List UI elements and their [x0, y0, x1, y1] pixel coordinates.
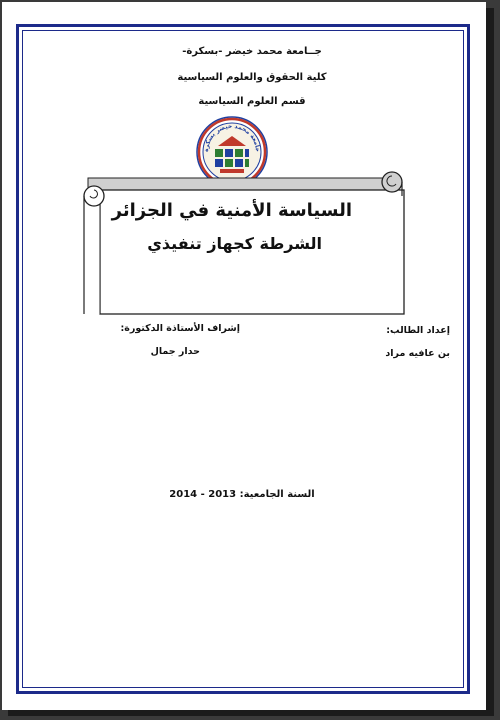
prepared-by-label: إعداد الطالب:	[386, 325, 450, 336]
supervisor-name: حدار جمال	[150, 346, 200, 357]
faculty-name: كلية الحقوق والعلوم السياسية	[177, 72, 327, 83]
seal-text: جامعة محمد خيضر بسكرة	[202, 122, 262, 153]
thesis-title-line-1: السياسة الأمنية في الجزائر	[111, 200, 352, 221]
university-name: جــامعة محمد خيضر -بسكرة-	[182, 46, 322, 57]
page-shadow-right	[486, 8, 494, 714]
thesis-title-line-2: الشرطة كجهاز تنفيذي	[147, 234, 322, 253]
academic-year: السنة الجامعية: 2013 - 2014	[169, 489, 315, 500]
page-shadow-bottom	[8, 710, 494, 716]
document-page	[2, 2, 486, 710]
supervised-by-label: إشراف الأستاذة الدكتورة:	[120, 323, 240, 334]
student-name: بن عافيه مراد	[385, 348, 450, 359]
department-name: قسم العلوم السياسية	[198, 96, 306, 107]
